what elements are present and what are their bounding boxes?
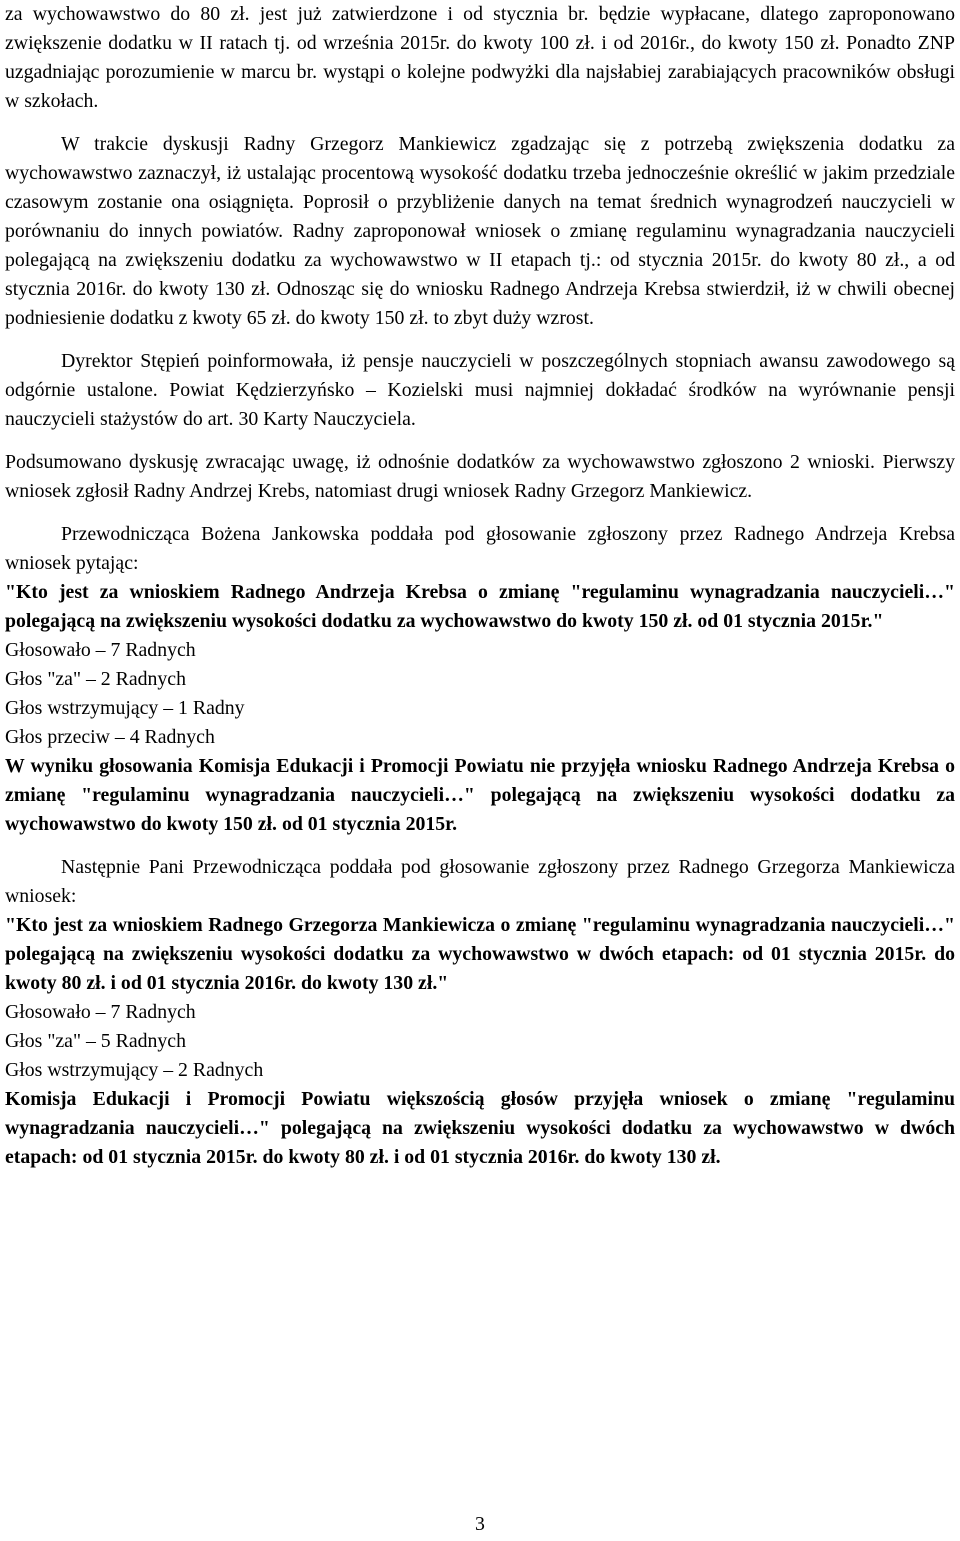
vote-mankiewicz-section — [5, 853, 955, 1172]
vote-mankiewicz-question: "Kto jest za wnioskiem Radnego Grzegorza Mankiewicza o zmianę "regulaminu wynagradzania nauczycieli…" polegającą na zwiększeniu wysokości dodatku za wychowawstwo w dwóch etapach: od 01 stycznia 2015r. do kwoty 80 zł. i od 01 stycznia 2016r. do kwoty 130 zł." — [5, 914, 955, 994]
vote-krebs-total: Głosowało – 7 Radnych — [5, 639, 196, 661]
vote-krebs-intro: Przewodnicząca Bożena Jankowska poddała pod głosowanie zgłoszony przez Radnego Andrzeja Krebsa wniosek pytając: — [5, 523, 955, 574]
vote-krebs-question: "Kto jest za wnioskiem Radnego Andrzeja Krebsa o zmianę "regulaminu wynagradzania nauczycieli…" polegającą na zwiększeniu wysokości dodatku za wychowawstwo do kwoty 150 zł. od 01 stycznia 2015r." — [5, 581, 955, 632]
document-page — [5, 0, 955, 1172]
paragraph-mankiewicz-discussion: W trakcie dyskusji Radny Grzegorz Mankiewicz zgadzając się z potrzebą zwiększenia dodatku za wychowawstwo zaznaczył, iż ustalając procentową wysokość dodatku trzeba jednocześnie określić w jakim przedziale czasowym zostanie ona osiągnięta. Poprosił o przybliżenie danych na temat średnich wynagrodzeń nauczycieli w porównaniu do innych powiatów. Radny zaproponował wniosek o zmianę regulaminu wynagradzania nauczycieli polegającą na zwiększeniu dodatku za wychowawstwo w II etapach tj.: od stycznia 2015r. do kwoty 80 zł., a od stycznia 2016r. do kwoty 130 zł. Odnosząc się do wniosku Radnego Andrzeja Krebsa stwierdził, iż w chwili obecnej podniesienie dodatku z kwoty 65 zł. do kwoty 150 zł. to zbyt duży wzrost. — [5, 133, 955, 329]
page-number: 3 — [475, 1513, 485, 1535]
vote-krebs-result: W wyniku głosowania Komisja Edukacji i Promocji Powiatu nie przyjęła wniosku Radnego Andrzeja Krebsa o zmianę "regulaminu wynagradzania nauczycieli…" polegającą na zwiększeniu wysokości dodatku za wychowawstwo do kwoty 150 zł. od 01 stycznia 2015r. — [5, 755, 955, 835]
vote-krebs-abstain: Głos wstrzymujący – 1 Radny — [5, 697, 245, 719]
paragraph-director-info: Dyrektor Stępień poinformowała, iż pensje nauczycieli w poszczególnych stopniach awansu zawodowego są odgórnie ustalone. Powiat Kędzierzyńsko – Kozielski musi najmniej dokładać środków na wyrównanie pensji nauczycieli stażystów do art. 30 Karty Nauczyciela. — [5, 350, 955, 430]
vote-mankiewicz-total: Głosowało – 7 Radnych — [5, 1001, 196, 1023]
vote-mankiewicz-abstain: Głos wstrzymujący – 2 Radnych — [5, 1059, 264, 1081]
vote-mankiewicz-result: Komisja Edukacji i Promocji Powiatu większością głosów przyjęła wniosek o zmianę "regulaminu wynagradzania nauczycieli…" polegającą na zwiększeniu wysokości dodatku za wychowawstwo w dwóch etapach: od 01 stycznia 2015r. do kwoty 80 zł. i od 01 stycznia 2016r. do kwoty 130 zł. — [5, 1088, 955, 1168]
vote-mankiewicz-intro: Następnie Pani Przewodnicząca poddała pod głosowanie zgłoszony przez Radnego Grzegorza Mankiewicza wniosek: — [5, 856, 955, 907]
paragraph-continuation: za wychowawstwo do 80 zł. jest już zatwierdzone i od stycznia br. będzie wypłacane, dlatego zaproponowano zwiększenie dodatku w II ratach tj. od września 2015r. do kwoty 100 zł. i od 2016r., do kwoty 150 zł. Ponadto ZNP uzgadniając porozumienie w marcu br. wystąpi o kolejne podwyżki dla najsłabiej zarabiających pracowników obsługi w szkołach. — [5, 3, 955, 112]
paragraph-summary: Podsumowano dyskusję zwracając uwagę, iż odnośnie dodatków za wychowawstwo zgłoszono 2 wnioski. Pierwszy wniosek zgłosił Radny Andrzej Krebs, natomiast drugi wniosek Radny Grzegorz Mankiewicz. — [5, 451, 955, 502]
vote-krebs-for: Głos "za" – 2 Radnych — [5, 668, 186, 690]
vote-mankiewicz-for: Głos "za" – 5 Radnych — [5, 1030, 186, 1052]
vote-krebs-against: Głos przeciw – 4 Radnych — [5, 726, 215, 748]
vote-krebs-section — [5, 520, 955, 839]
